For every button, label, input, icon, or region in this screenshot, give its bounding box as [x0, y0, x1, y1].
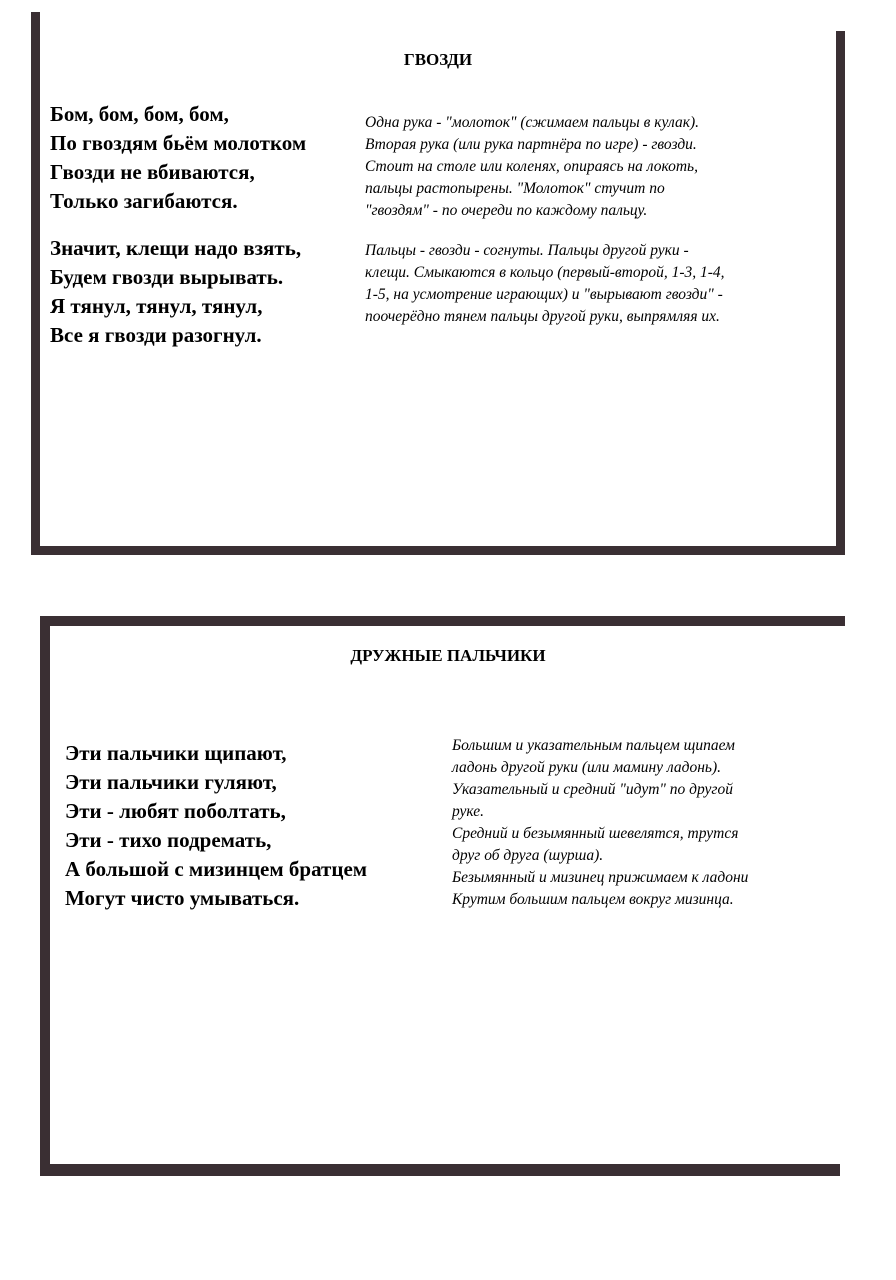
poem-line: Все я гвозди разогнул.: [50, 323, 262, 347]
instruction-line: поочерёдно тянем пальцы другой руки, выпрямляя их.: [365, 308, 720, 325]
card2-poem: [65, 739, 367, 913]
card1-title: ГВОЗДИ: [403, 50, 473, 69]
card1-instructions: [365, 112, 725, 328]
poem-line: Бом, бом, бом, бом,: [50, 102, 229, 126]
poem-line: А большой с мизинцем братцем: [65, 857, 368, 881]
instruction-line: Крутим большим пальцем вокруг мизинца.: [452, 891, 734, 908]
card1-frame-bottom: [31, 546, 845, 555]
poem-line: Значит, клещи надо взять,: [50, 236, 302, 260]
card1-frame-right: [836, 31, 845, 555]
poem-line: Гвозди не вбиваются,: [50, 160, 255, 184]
instruction-line: Одна рука - "молоток" (сжимаем пальцы в кулак).: [365, 114, 699, 131]
card2-frame-top: [40, 616, 845, 626]
poem-line: Я тянул, тянул, тянул,: [50, 294, 263, 318]
card2-title: ДРУЖНЫЕ ПАЛЬЧИКИ: [350, 646, 546, 665]
instruction-line: 1-5, на усмотрение играющих) и "вырывают гвозди" -: [365, 286, 723, 303]
instruction-line: Указательный и средний "идут" по другой: [452, 781, 733, 798]
instruction-line: пальцы растопырены. "Молоток" стучит по: [365, 180, 665, 197]
instruction-line: Вторая рука (или рука партнёра по игре) - гвозди.: [365, 136, 697, 153]
instruction-line: руке.: [452, 803, 485, 820]
instruction-line: Безымянный и мизинец прижимаем к ладони: [452, 869, 749, 886]
poem-line: Могут чисто умываться.: [65, 886, 300, 910]
poem-line: Только загибаются.: [50, 189, 238, 213]
instruction-line: Большим и указательным пальцем щипаем: [452, 737, 735, 754]
instruction-line: Пальцы - гвозди - согнуты. Пальцы другой руки -: [365, 242, 689, 259]
instruction-line: друг об друга (шурша).: [452, 847, 604, 864]
card1-frame-left: [31, 12, 40, 555]
card1-poem: [50, 100, 306, 350]
poem-line: Эти - любят поболтать,: [65, 799, 286, 823]
poem-line: Эти пальчики гуляют,: [65, 770, 277, 794]
card2-frame-bottom: [40, 1164, 840, 1176]
card2-instructions: [452, 735, 748, 911]
instruction-line: "гвоздям" - по очереди по каждому пальцу.: [365, 202, 648, 219]
poem-line: По гвоздям бьём молотком: [50, 131, 307, 155]
card2-frame-left: [40, 616, 50, 1176]
paragraph-gap: [365, 222, 725, 240]
stanza-gap: [50, 216, 306, 234]
instruction-line: ладонь другой руки (или мамину ладонь).: [452, 759, 721, 776]
instruction-line: Средний и безымянный шевелятся, трутся: [452, 825, 739, 842]
poem-line: Эти пальчики щипают,: [65, 741, 287, 765]
instruction-line: Стоит на столе или коленях, опираясь на локоть,: [365, 158, 698, 175]
instruction-line: клещи. Смыкаются в кольцо (первый-второй, 1-3, 1-4,: [365, 264, 725, 281]
poem-line: Будем гвозди вырывать.: [50, 265, 284, 289]
poem-line: Эти - тихо подремать,: [65, 828, 272, 852]
